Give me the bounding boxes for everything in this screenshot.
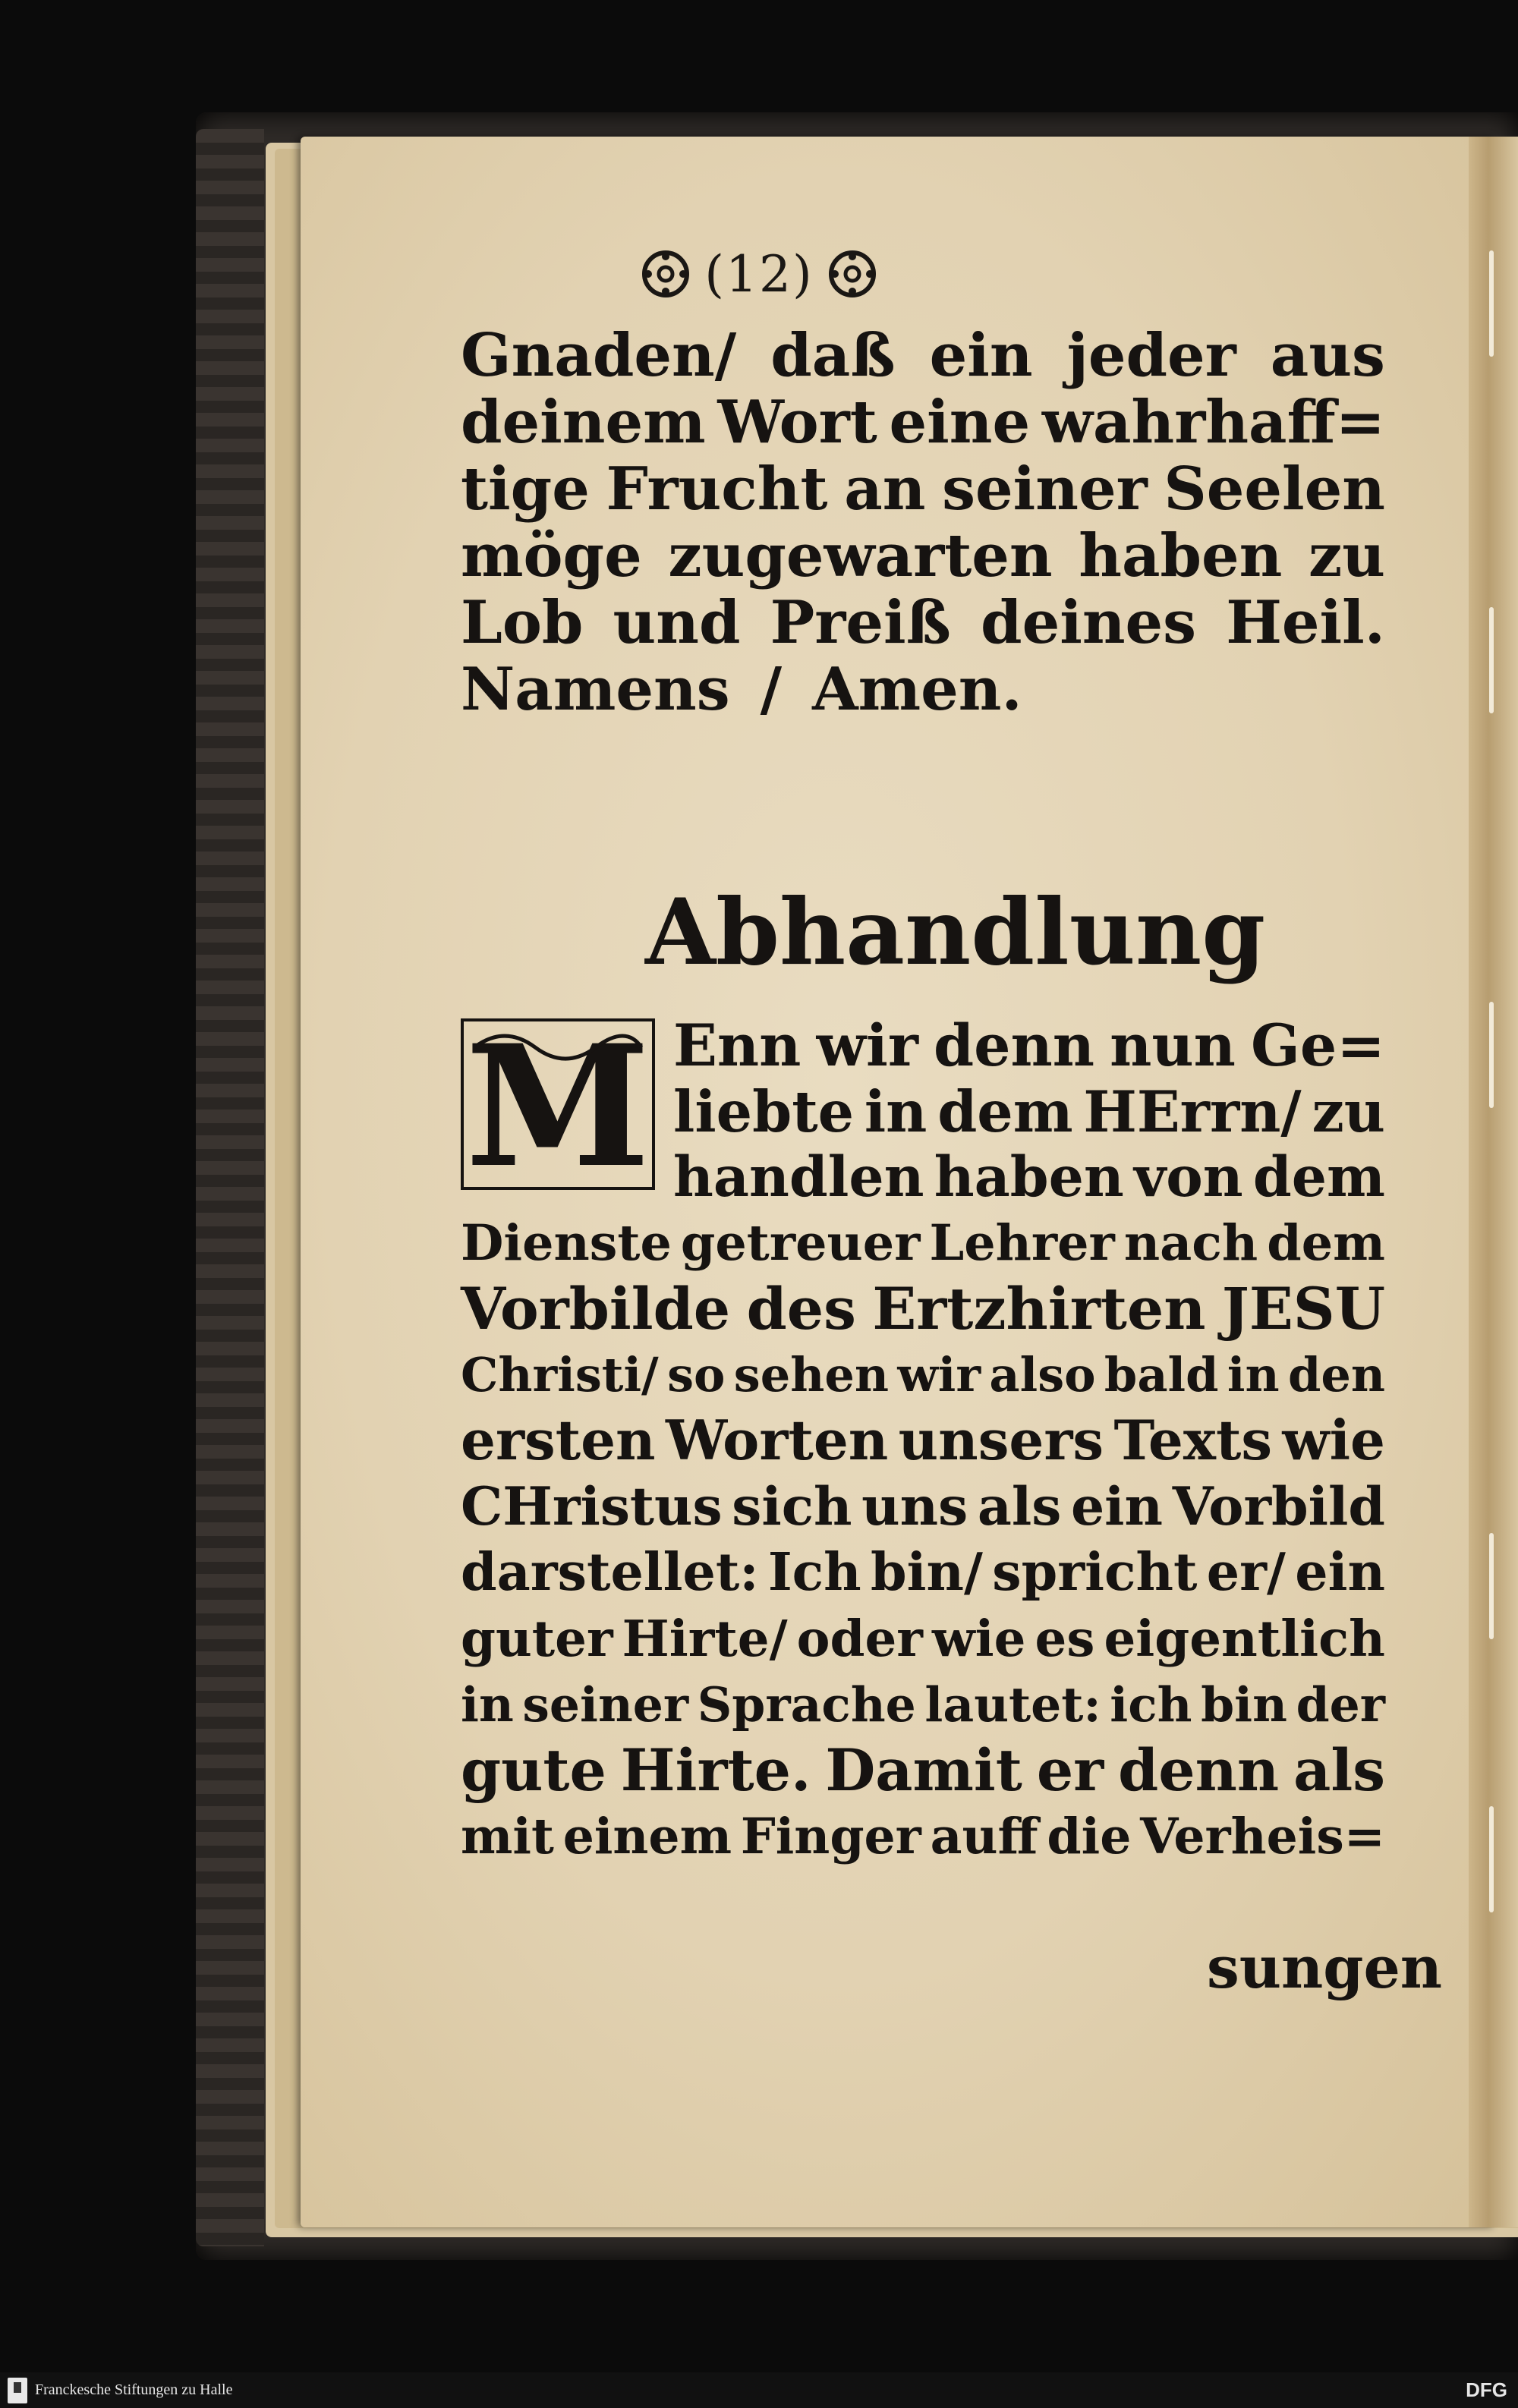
word: deinem (461, 388, 706, 457)
word: als (977, 1475, 1062, 1538)
text-line (461, 1738, 1385, 1804)
word: wie (1282, 1408, 1385, 1473)
word: dem (937, 1078, 1073, 1145)
word: haben (934, 1144, 1124, 1210)
word: ein (929, 321, 1033, 390)
word: CHristus (461, 1475, 723, 1538)
institution-logo-icon (8, 2378, 27, 2403)
word: als (1293, 1736, 1385, 1804)
word: haben (1079, 521, 1283, 590)
word: deines (981, 588, 1197, 657)
text-line (461, 1210, 1385, 1276)
word: bin/ (871, 1542, 983, 1604)
word: in (461, 1676, 514, 1733)
footer-dfg-logo: DFG (1466, 2378, 1507, 2401)
word: nun (1110, 1012, 1236, 1079)
rosette-ornament-icon (641, 249, 691, 299)
text-line (461, 1409, 1385, 1475)
word: sich (732, 1475, 852, 1538)
text-line (461, 1342, 1385, 1409)
word: denn (1118, 1736, 1280, 1804)
word: Frucht (606, 455, 828, 524)
word: liebte (673, 1078, 855, 1145)
word: ersten (461, 1408, 656, 1473)
word: ein (1070, 1475, 1164, 1538)
binding-stitch (1489, 1806, 1494, 1912)
word: gute (461, 1736, 606, 1804)
word: eine (889, 388, 1031, 457)
word: daß (770, 321, 896, 390)
word: wahrhaff= (1041, 388, 1385, 457)
word: bin (1201, 1676, 1287, 1733)
text-line (673, 1013, 1385, 1079)
word: Enn (673, 1012, 802, 1079)
binding-stitch (1489, 1002, 1494, 1108)
word: tige (461, 455, 590, 524)
text-line (461, 1475, 1385, 1541)
rosette-ornament-icon (827, 249, 877, 299)
word: HErrn/ (1083, 1078, 1302, 1145)
word: Dienste (461, 1214, 672, 1273)
word: Worten (665, 1408, 889, 1473)
text-line (461, 1672, 1385, 1738)
word: Texts (1113, 1408, 1273, 1473)
binding-stitch (1489, 607, 1494, 713)
dropcap-letter: M (465, 1017, 650, 1191)
binding-stitch (1489, 250, 1494, 357)
page-number: (12) (704, 244, 814, 304)
binding-stitch (1489, 1533, 1494, 1639)
word: dem (1267, 1214, 1385, 1273)
catchword: sungen (1207, 1934, 1443, 2001)
text-line (461, 1276, 1385, 1342)
text-line (461, 323, 1385, 389)
word: Preiß (770, 588, 951, 657)
word: Verheis= (1140, 1807, 1385, 1865)
word: sehen (733, 1346, 889, 1402)
word: unsers (898, 1408, 1104, 1473)
word: der (1296, 1676, 1385, 1733)
footer-bar (0, 2372, 1518, 2408)
word: an (844, 455, 926, 524)
word: Hirte/ (622, 1609, 788, 1669)
word: er/ (1206, 1542, 1286, 1604)
word: lautet: (924, 1676, 1101, 1733)
word: spricht (992, 1542, 1198, 1604)
word: Amen. (812, 655, 1022, 724)
word: die (1047, 1807, 1132, 1865)
word: Hirte. (620, 1736, 811, 1804)
word: getreuer (680, 1214, 921, 1273)
text-line (461, 1540, 1385, 1606)
word: Gnaden/ (461, 321, 737, 390)
word: ein (1295, 1542, 1385, 1604)
text-line (673, 1145, 1385, 1211)
word: Ertzhirten (872, 1275, 1206, 1343)
word: des (746, 1275, 856, 1343)
word: in (1227, 1346, 1280, 1402)
section-heading: Abhandlung (645, 879, 1266, 986)
page-number-header (600, 240, 918, 308)
word: zu (1312, 1078, 1385, 1145)
text-line (461, 656, 1385, 723)
word: handlen (673, 1144, 924, 1210)
word: es (1035, 1609, 1095, 1669)
word: JESU (1221, 1275, 1385, 1343)
word: Vorbilde (461, 1275, 731, 1343)
word: nach (1123, 1214, 1258, 1273)
word: guter (461, 1609, 613, 1669)
word: auff (930, 1807, 1038, 1865)
word: von (1134, 1144, 1243, 1210)
word: einem (562, 1807, 732, 1865)
word: in (864, 1078, 927, 1145)
word: zu (1308, 521, 1385, 590)
page-gutter (1469, 137, 1518, 2227)
word: aus (1270, 321, 1385, 390)
word: und (613, 588, 741, 657)
word: Ich (767, 1542, 861, 1604)
word: Seelen (1164, 455, 1385, 524)
word: uns (861, 1475, 968, 1538)
word: darstellet: (461, 1542, 759, 1604)
word: er (1036, 1736, 1104, 1804)
text-line (461, 1606, 1385, 1672)
word: oder (796, 1609, 923, 1669)
word: ich (1110, 1676, 1192, 1733)
word: / (760, 655, 783, 724)
word: wir (816, 1012, 918, 1079)
text-line (673, 1079, 1385, 1145)
word: Sprache (697, 1676, 916, 1733)
word: Heil. (1226, 588, 1385, 657)
word: Christi/ (461, 1346, 659, 1402)
word: Vorbild (1172, 1475, 1385, 1538)
word: zugewarten (668, 521, 1053, 590)
word: seiner (942, 455, 1148, 524)
word: Lob (461, 588, 584, 657)
text-line (461, 590, 1385, 656)
word: Lehrer (929, 1214, 1115, 1273)
word: bald (1104, 1346, 1219, 1402)
word: Namens (461, 655, 730, 724)
footer-institution: Franckesche Stiftungen zu Halle (35, 2381, 233, 2398)
prayer-text-block (461, 323, 1385, 723)
word: jeder (1066, 321, 1236, 390)
word: Damit (825, 1736, 1022, 1804)
word: möge (461, 521, 642, 590)
text-line (461, 456, 1385, 523)
text-line (461, 1804, 1385, 1870)
word: wir (897, 1346, 981, 1402)
word: dem (1252, 1144, 1385, 1210)
word: also (989, 1346, 1096, 1402)
text-line (461, 389, 1385, 456)
book-spine-edge (196, 129, 264, 2246)
word: den (1287, 1346, 1385, 1402)
word: Finger (740, 1807, 921, 1865)
word: mit (461, 1807, 554, 1865)
word: seiner (522, 1676, 689, 1733)
word: denn (934, 1012, 1095, 1079)
word: so (667, 1346, 726, 1402)
word: Ge= (1251, 1012, 1385, 1079)
main-paragraph (461, 1013, 1385, 1869)
word: Wort (717, 388, 877, 457)
text-line (461, 523, 1385, 590)
word: eigentlich (1104, 1609, 1385, 1669)
word: wie (932, 1609, 1026, 1669)
